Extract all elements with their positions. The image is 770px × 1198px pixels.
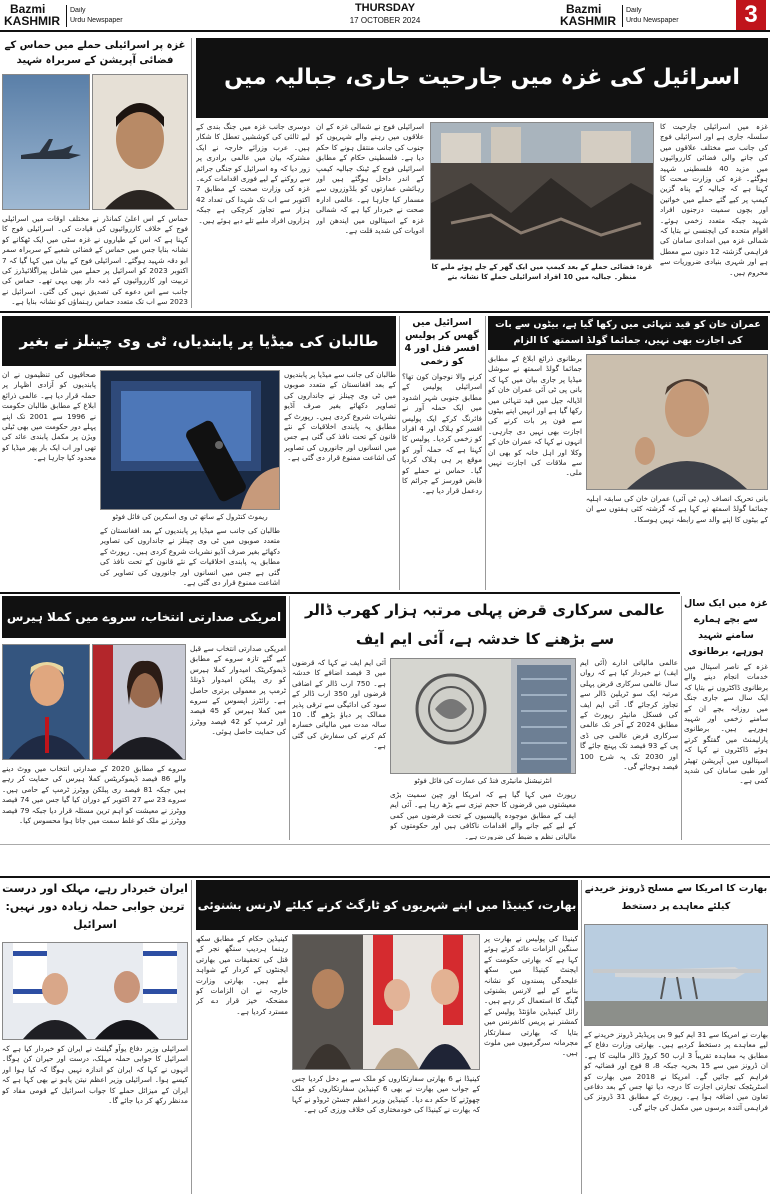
india-drones-body: بھارت نے امریکا سے 31 ایم کیو 9 بی پریڈیٹر ڈرونز خریدنے کے لیے معاہدے پر دستخط کردیے ہیں۔ بھارتی وزارت دفاع کے مطابق یہ معاہدہ تقریباً 3 ارب 50 کروڑ ڈالر مالیت کا ہے۔ ان ڈرونز میں سے 15 بحریہ جبکہ 8، 8 فوج اور فضائیہ کو فراہم کیے جائیں گے۔ امریکا نے 2018 میں بھارت کو اسٹریٹجک تجارتی اجازت کا درجہ دیا تھا جس کے بعد دفاعی تعاون میں اضافہ ہوا ہے۔ رپورٹ کے مطابق 31 ڈرونز کی فراہمی آئندہ برسوں میں مکمل کی جائے گی۔ <box>584 1030 768 1112</box>
tv-remote-photo <box>100 370 280 510</box>
taliban-photo-caption: ریموٹ کنٹرول کے ساتھ ٹی وی اسکرین کی فائل فوٹو <box>112 513 268 521</box>
us-election-body-a: امریکی صدارتی انتخاب سے قبل کیے گئے تازہ سروے کے مطابق ڈیموکریٹک امیدوار کملا ہیرس کو ری پبلکن امیدوار ڈونلڈ ٹرمپ پر معمولی برتری حاصل ہے۔ رائٹرز اپسوس کے سروے میں کملا ہیرس کو 45 فیصد اور ٹرمپ کو 42 فیصد ووٹرز کی حمایت حاصل ہوئی۔ <box>190 644 286 737</box>
fighter-jet-icon <box>3 75 89 209</box>
iran-israel-body: اسرائیلی وزیر دفاع یوآو گیلنٹ نے ایران کو خبردار کیا ہے کہ اسرائیل کا جوابی حملہ مہلک، درست اور حیران کن ہوگا۔ انہوں نے کہا کہ ایران کو اندازہ نہیں ہوگا کہ کیا ہوا اور کیسے ہوا۔ اسرائیلی وزیر اعظم نیتن یاہو نے بھی کہا ہے کہ ایران کے میزائل حملے کا جواب اسرائیل کے قومی مفاد کو مدنظر رکھ کر دیا جائے گا۔ <box>2 1044 188 1106</box>
imran-khan-body-bottom: بانی تحریک انصاف (پی ٹی آئی) عمران خان کی سابقہ اہلیہ جمائما گولڈ اسمتھ نے کہا ہے کہ گزشتہ کئی ہفتوں سے ان کے بیٹوں کا اپنے والد سے رابطہ نہیں ہوسکا۔ <box>586 494 768 524</box>
bishnoi-trudeau-photo <box>292 934 480 1070</box>
imran-khan-body: برطانوی ذرائع ابلاغ کے مطابق جمائما گولڈ اسمتھ نے سوشل میڈیا پر جاری بیان میں کہا کہ بانی پی ٹی آئی عمران خان کو اڈیالہ جیل میں قید تنہائی میں رکھا گیا ہے اور انہیں اپنے بیٹوں سے فون پر بات کرنے کی اجازت بھی نہیں دی جارہی۔ انہوں نے کہا کہ عمران خان کے وکلا اور اہل خانہ کو بھی ان سے ملاقات کی اجازت نہیں ملی۔ <box>488 354 582 478</box>
jet-photo <box>2 74 90 210</box>
gaza-lead-body-left: دوسری جانب غزہ میں جنگ بندی کے لیے ثالثی کی کوششیں تعطل کا شکار ہیں۔ عرب وزرائے خارجہ نے ایک مشترکہ بیان میں عالمی برادری پر زور دیا کہ وہ اسرائیل کو جنگی جرائم سے روکنے کے لیے فوری اقدامات کرے۔ غزہ کی وزارت صحت کے مطابق 7 اکتوبر سے اب تک شہدا کی تعداد 42 ہزار سے تجاوز کرچکی ہے جبکہ ہزاروں افراد ملبے تلے دبے ہوئے ہیں۔ <box>196 122 310 225</box>
headline: اسرائیل میں گھس کر پولیس افسر قتل اور 4 کو زخمی <box>404 317 480 367</box>
person-portrait-icon <box>93 645 185 759</box>
tv-remote-icon <box>101 371 279 509</box>
destroyed-camp-icon <box>431 123 653 259</box>
israeli-flags-icon <box>3 943 187 1039</box>
body: کرنے والا نوجوان کون تھا؟ اسرائیلی پولیس کے مطابق جنوبی شہر اشدود میں ایک حملہ آور نے فائرنگ کرکے ایک پولیس افسر کو ہلاک اور 4 افراد کو زخمی کردیا۔ پولیس کا کہنا ہے کہ حملہ آور کو موقع پر ہی ہلاک کردیا گیا۔ حماس نے حملے کو قابض فورسز کے جرائم کا ردعمل قرار دیا ہے۔ <box>402 372 482 496</box>
brand-tag-urdu: Urdu Newspaper <box>70 17 123 24</box>
brand-name: KASHMIR <box>4 15 60 27</box>
imf-body-b: رپورٹ میں کہا گیا ہے کہ امریکا اور چین سمیت بڑی معیشتوں میں قرضوں کا حجم تیزی سے بڑھ رہا ہے۔ آئی ایم ایف کے مطابق موجودہ پالیسیوں کے تحت قرضوں میں کمی کے لیے کیے جانے والے اقدامات ناکافی ہیں اور حکومتوں کو مالیاتی نظم و ضبط کی ضرورت ہے۔ <box>390 790 576 840</box>
page-number-badge: 3 <box>736 0 766 30</box>
india-canada-body-c: کینیڈین حکام کے مطابق سکھ رہنما ہردیپ سنگھ نجر کے قتل کی تحقیقات میں بھارتی ایجنٹوں کے کردار کے شواہد ملے ہیں۔ بھارتی وزارت خارجہ نے ان الزامات کو مضحکہ خیز قرار دے کر مسترد کردیا ہے۔ <box>196 934 288 1016</box>
imf-photo-caption: انٹرنیشنل مانیٹری فنڈ کی عمارت کی فائل فوٹو <box>414 777 552 785</box>
predator-drone-photo <box>584 924 768 1026</box>
date: 17 OCTOBER 2024 <box>349 16 421 25</box>
taliban-body-c: طالبان کی جانب سے میڈیا پر پابندیوں کے بعد افغانستان کے متعدد صوبوں میں ٹی وی چینلز نے جانداروں کی تصاویر دکھائے بغیر صرف آڈیو نشریات شروع کردی ہیں۔ رپورٹ کے مطابق یہ پابندی اخلاقیات کے نئے قانون کے تحت نافذ کی گئی ہے جس میں انسانوں اور جانوروں کی تصاویر کی اشاعت ممنوع قرار دی گئی ہے۔ <box>100 526 280 588</box>
brand-name-right: KASHMIR <box>560 15 616 27</box>
taliban-body-a: طالبان کی جانب سے میڈیا پر پابندیوں کے بعد افغانستان کے متعدد صوبوں میں ٹی وی چینلز نے جانداروں کی تصاویر دکھائے بغیر صرف آڈیو نشریات شروع کردی ہیں۔ رپورٹ کے مطابق یہ پابندی اخلاقیات کے نئے قانون کے تحت نافذ کی گئی ہے جس میں انسانوں اور جانوروں کی تصاویر کی اشاعت ممنوع قرار دی گئی ہے۔ <box>284 370 396 463</box>
brand-right <box>560 3 680 29</box>
india-canada-headline: بھارت، کینیڈا میں اپنے شہریوں کو ٹارگٹ کرنے کیلئے لارنس بشنوئی <box>196 880 578 930</box>
india-canada-body-b: کینیڈا نے 6 بھارتی سفارتکاروں کو ملک سے بے دخل کردیا جس کے جواب میں بھارت نے بھی 6 کینیڈین سفارتکاروں کو ملک چھوڑنے کا حکم دے دیا۔ کینیڈین وزیر اعظم جسٹن ٹروڈو نے کہا کہ بھارت نے کینیڈا کی خودمختاری کی خلاف ورزی کی ہے۔ <box>292 1074 480 1115</box>
imf-body-a: عالمی مالیاتی ادارے (آئی ایم ایف) نے خبردار کیا ہے کہ رواں سال عالمی سرکاری قرض پہلی مرتبہ ایک سو ٹریلین ڈالر سے تجاوز کرجائے گا۔ آئی ایم ایف کی فسکل مانیٹر رپورٹ کے مطابق 2024 کے آخر تک عالمی سرکاری قرض عالمی جی ڈی پی کے 93 فیصد تک پہنچ جائے گا اور 2030 تک یہ شرح 100 فیصد ہوجائے گی۔ <box>580 658 678 772</box>
gaza-doctors-story <box>684 596 768 840</box>
taliban-body-b: صحافیوں کی تنظیموں نے ان پابندیوں کو آزادی اظہار پر حملہ قرار دیا ہے۔ عالمی ذرائع ابلاغ کے مطابق طالبان حکومت نے 1996 سے 2001 تک اپنے پہلے دور حکومت میں بھی ٹیلی ویژن پر مکمل پابندی عائد کی تھی اور اب ایک بار پھر میڈیا کو محدود کیا جارہا ہے۔ <box>2 370 96 463</box>
imf-debt-headline: عالمی سرکاری قرض پہلی مرتبہ ہزار کھرب ڈالر سے بڑھنے کا خدشہ ہے، آئی ایم ایف <box>304 601 666 648</box>
gaza-strike-story <box>2 38 188 308</box>
gaza-lead-headline: اسرائیل کی غزہ میں جارحیت جاری، جبالیہ میں <box>196 38 768 118</box>
harris-photo <box>92 644 186 760</box>
taliban-media-headline: طالبان کی میڈیا پر پابندیاں، ٹی وی چینلز نے بغیر <box>2 316 396 366</box>
trump-photo <box>2 644 90 760</box>
imran-khan-photo <box>586 354 768 490</box>
masthead <box>0 0 770 32</box>
body: حماس کے اس اعلیٰ کمانڈر نے مختلف اوقات میں اسرائیلی فوج کے خلاف کارروائیوں کی قیادت کی۔ اسرائیلی فوج کا کہنا ہے کہ اس کے طیاروں نے غزہ سٹی میں ایک ٹھکانے کو نشانہ بنایا جس میں حماس کے فضائی شعبے کے سربراہ سمر ابو دقہ شہید ہوگئے۔ اسرائیلی فوج کے بیان میں کہا گیا کہ 7 اکتوبر 2023 کو اسرائیل پر حملے میں شامل پیراگلائیڈرز کی تربیت اور کارروائیوں کے ذمہ دار بھی یہی تھے۔ حماس کی جانب سے اس دعوے کی تصدیق نہیں کی گئی۔ اسرائیل نے 2023 سے اب تک متعدد حماس رہنماؤں کو نشانہ بنایا ہے۔ <box>2 214 188 307</box>
body: غزہ کے ناصر اسپتال میں خدمات انجام دینے والے برطانوی ڈاکٹروں نے بتایا کہ ایک سال سے جاری جنگ میں روزانہ بچے ان کے سامنے زخمی اور شہید ہورہے ہیں۔ برطانوی پارلیمنٹ میں گفتگو کرتے ہوئے ڈاکٹروں نے کہا کہ اسپتالوں میں آپریشن تھیٹر اور طبی سامان کی شدید کمی ہے۔ <box>684 662 768 786</box>
person-portrait-icon <box>3 645 89 759</box>
person-portrait-icon <box>93 75 187 209</box>
brand-top-right: Bazmi <box>566 3 602 15</box>
brand-top: Bazmi <box>10 3 46 15</box>
india-canada-body-a: کینیڈا کی پولیس نے بھارت پر سنگین الزامات عائد کرتے ہوئے کہا ہے کہ بھارتی حکومت کے ایجنٹ کینیڈا میں سکھ علیحدگی پسندوں کو نشانہ بنانے کے لیے لارنس بشنوئی گینگ کا استعمال کر رہے ہیں۔ رائل کینیڈین ماؤنٹڈ پولیس کے کمشنر نے پریس کانفرنس میں بتایا کہ بھارتی سفارتکار مجرمانہ سرگرمیوں میں ملوث ہیں۔ <box>484 934 578 1058</box>
person-portrait-icon <box>587 355 767 489</box>
gaza-photo-caption: غزہ: فضائی حملے کے بعد کیمپ میں ایک گھر کے جلے ہوئے ملبے کا منظر۔ جبالیہ میں 10 افراد اسرائیلی حملے کا نشانہ بنے <box>431 263 653 281</box>
headline: غزہ پر اسرائیلی حملے میں حماس کے فضائی آپریشن کے سربراہ شہید <box>4 40 186 66</box>
day: THURSDAY <box>354 2 416 14</box>
commander-portrait <box>92 74 188 210</box>
brand-tag-daily: Daily <box>70 7 86 14</box>
israel-police-story <box>402 316 482 590</box>
israeli-leaders-photo <box>2 942 188 1040</box>
us-election-headline: امریکی صدارتی انتخاب، سروے میں کملا ہیرس <box>2 596 286 638</box>
dateline <box>300 2 470 30</box>
drone-icon <box>585 925 767 1025</box>
imf-seal-icon <box>391 659 575 773</box>
gaza-rubble-photo <box>430 122 654 260</box>
imf-building-photo <box>390 658 576 774</box>
gaza-lead-body-right: غزہ میں اسرائیلی جارحیت کا سلسلہ جاری ہے اور اسرائیلی فوج کی جانب سے مختلف علاقوں میں کی جانے والی فضائی کارروائیوں میں مزید 40 فلسطینی شہید ہوگئے۔ غزہ کی وزارت صحت کا کہنا ہے کہ جبالیہ کے پناہ گزین کیمپ پر کیے گئے حملے میں خواتین اور بچوں سمیت درجنوں افراد شہید جبکہ متعدد زخمی ہوئے۔ اقوام متحدہ کی ایجنسی نے بتایا کہ شمالی غزہ میں امدادی سامان کی فراہمی گزشتہ 12 دنوں سے معطل ہے اور شہری بنیادی ضروریات سے محروم ہیں۔ <box>660 122 768 277</box>
imran-khan-headline: عمران خان کو قید تنہائی میں رکھا گیا ہے، بیٹوں سے بات کی اجازت بھی نہیں، جمائما گولڈ اسمتھ کا الزام <box>488 316 768 350</box>
iran-israel-headline: ایران خبردار رہے، مہلک اور درست ترین جوابی حملہ زیادہ دور نہیں: اسرائیل <box>2 882 188 931</box>
brand-tag-daily-right: Daily <box>626 7 642 14</box>
brand-tag-urdu-right: Urdu Newspaper <box>626 17 679 24</box>
person-portrait-icon <box>293 935 479 1069</box>
brand-left <box>4 3 124 29</box>
india-drones-headline: بھارت کا امریکا سے مسلح ڈرونز خریدنے کیلئے معاہدے پر دستخط <box>584 883 768 912</box>
gaza-lead-body-center: اسرائیلی فوج نے شمالی غزہ کے ان علاقوں میں رہنے والے شہریوں کو جنوب کی جانب منتقل ہونے کا حکم دیا ہے۔ فلسطینی حکام کے مطابق اسرائیلی فوج کے ٹینک جبالیہ کیمپ کے اندر داخل ہوگئے ہیں اور رہائشی عمارتوں کو بلڈوزروں سے مسمار کیا جارہا ہے۔ عالمی ادارہ صحت نے خبردار کیا ہے کہ شمالی غزہ کے اسپتالوں میں ایندھن اور ادویات کی شدید قلت ہے۔ <box>316 122 424 236</box>
us-election-body-b: سروے کے مطابق 2020 کے صدارتی انتخاب میں ووٹ دینے والے 86 فیصد ڈیموکریٹس کملا ہیرس کی حمایت کر رہے ہیں جبکہ 81 فیصد ری پبلکن ووٹرز ٹرمپ کے حامی ہیں۔ سروے 23 سے 27 اکتوبر کے دوران کیا گیا جس میں 74 فیصد ووٹرز نے معیشت کو اہم ترین مسئلہ قرار دیا جبکہ 79 فیصد ووٹرز نے ملک کو غلط سمت میں جاتا ہوا محسوس کیا۔ <box>2 764 186 826</box>
headline: غزہ میں ایک سال سے بچے ہمارے سامنے شہید ہورہے، برطانوی <box>684 598 768 657</box>
imf-body-c: آئی ایم ایف نے کہا کہ قرضوں میں 3 فیصد اضافے کا خدشہ ہے۔ 750 ارب ڈالر کے اضافی قرضوں اور 350 ارب ڈالر کے سود کی ادائیگی سے ترقی پذیر ممالک پر دباؤ بڑھے گا۔ 10 سالہ مدت میں مالیاتی خسارہ کم کرنے کی سفارش کی گئی ہے۔ <box>292 658 386 751</box>
